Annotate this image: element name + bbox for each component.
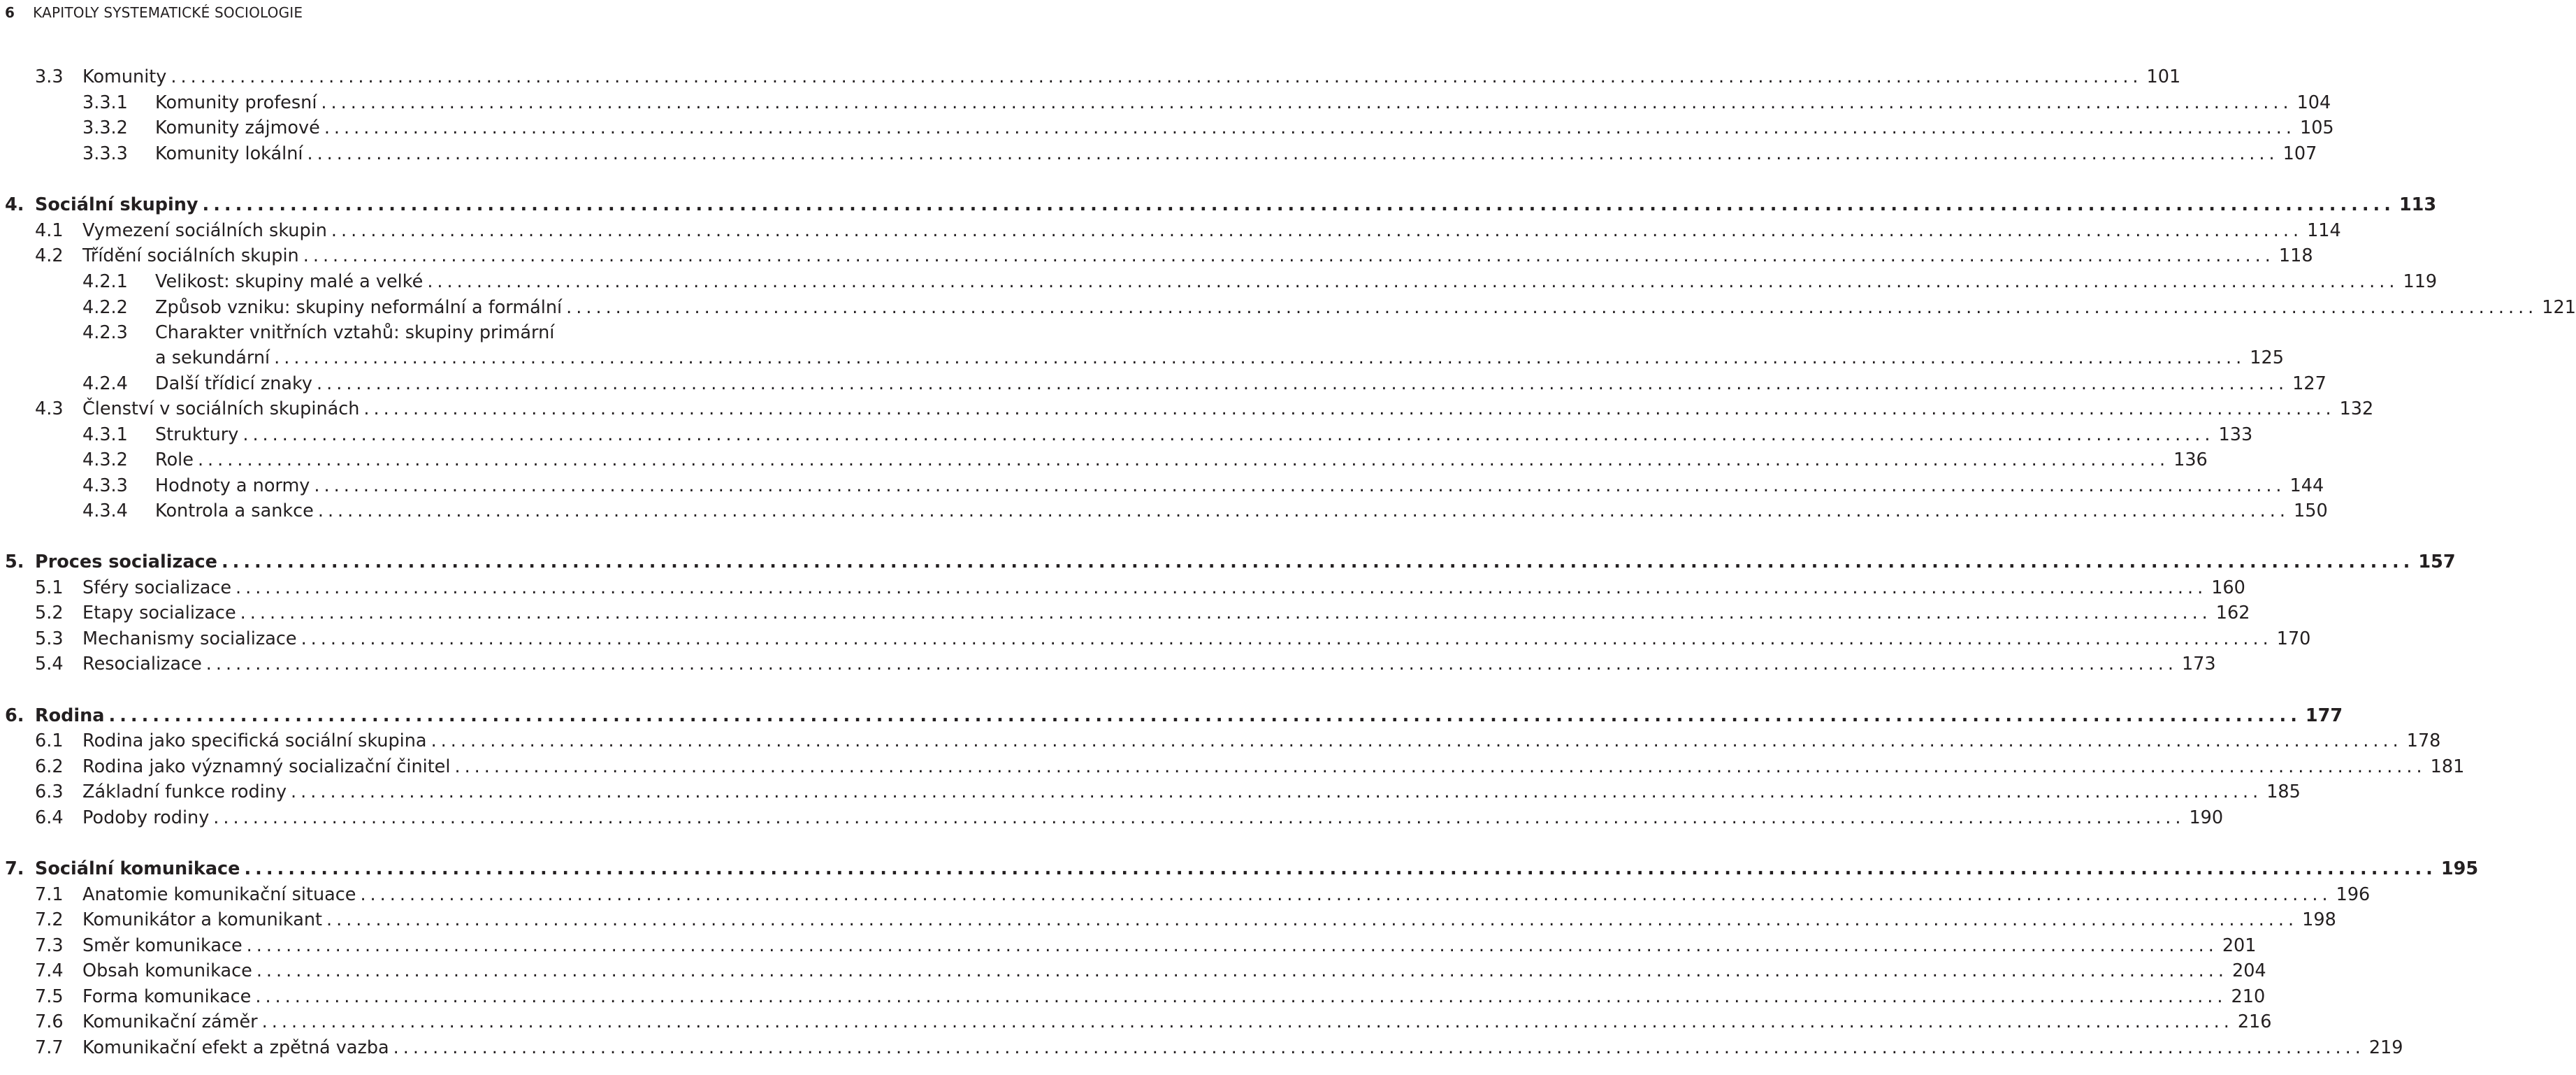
toc-entry	[0, 626, 2311, 652]
toc-entry-number: 5.3	[35, 628, 64, 649]
toc-entry	[0, 1035, 2403, 1061]
dot-leader: ........................................................................................................................................................................................................	[274, 347, 2246, 368]
toc-entry-number: 6.2	[35, 756, 64, 777]
toc-entry-page: 178	[2406, 730, 2441, 751]
toc-entry-page: 107	[2282, 143, 2317, 164]
dot-leader: ........................................................................................................................................................................................................	[236, 577, 2208, 598]
toc-entry	[0, 218, 2341, 244]
dot-leader: ........................................................................................................................................................................................................	[314, 475, 2286, 496]
toc-entry-title: Komunikační záměr	[82, 1011, 258, 1032]
toc-entry-title: Členství v sociálních skupinách	[82, 398, 360, 419]
toc-entry-number: 7.1	[35, 884, 64, 905]
toc-entry-title: a sekundární	[155, 347, 270, 368]
toc-entry	[0, 728, 2441, 754]
dot-leader: ........................................................................................................................................................................................................	[317, 500, 2289, 521]
toc-entry	[0, 805, 2224, 831]
toc-entry-page: 157	[2418, 551, 2456, 572]
toc-entry-title: Struktury	[155, 424, 239, 445]
dot-leader: ........................................................................................................................................................................................................	[197, 449, 2170, 470]
toc-entry-number: 6.	[5, 705, 24, 726]
dot-leader: ........................................................................................................................................................................................................	[427, 271, 2399, 292]
toc-entry	[0, 320, 671, 346]
toc-entry-title: Mechanismy socializace	[82, 628, 297, 649]
toc-entry-number: 3.3.3	[82, 143, 128, 164]
toc-entry	[0, 396, 2374, 422]
toc-entry-number: 5.4	[35, 654, 64, 674]
dot-leader: ........................................................................................................................................................................................................	[221, 551, 2415, 572]
toc-entry-title: Rodina	[35, 705, 105, 726]
toc-entry-title: Způsob vzniku: skupiny neformální a formální	[155, 297, 563, 318]
toc-entry-number: 7.4	[35, 960, 64, 981]
toc-entry	[0, 1009, 2272, 1035]
toc-entry	[0, 882, 2371, 908]
toc-entry-number: 7.2	[35, 909, 64, 930]
toc-entry-number: 4.3.4	[82, 500, 128, 521]
running-header	[5, 3, 303, 22]
dot-leader: ........................................................................................................................................................................................................	[108, 705, 2301, 726]
toc-entry-page: 190	[2189, 807, 2224, 828]
toc-entry-number: 7.3	[35, 935, 64, 956]
toc-entry	[0, 754, 2465, 780]
dot-leader: ........................................................................................................................................................................................................	[205, 654, 2178, 674]
toc-entry-number: 6.3	[35, 781, 64, 802]
toc-entry-page: 127	[2292, 373, 2327, 394]
toc-entry-page: 173	[2181, 654, 2216, 674]
toc-entry	[0, 473, 2324, 499]
toc-entry	[0, 64, 2181, 90]
toc-entry-number: 4.2.4	[82, 373, 128, 394]
toc-entry	[0, 295, 2576, 321]
toc-entry-page: 177	[2305, 705, 2343, 726]
toc-entry-title: Sociální komunikace	[35, 858, 240, 879]
toc-entry-page: 114	[2307, 220, 2341, 241]
toc-entry-title: Hodnoty a normy	[155, 475, 310, 496]
toc-entry	[0, 192, 2437, 218]
toc-entry-page: 210	[2231, 986, 2266, 1007]
page-number: 6	[5, 4, 15, 21]
toc-entry-number: 3.3.1	[82, 92, 128, 113]
dot-leader: ........................................................................................................................................................................................................	[244, 858, 2437, 879]
toc-entry-title: Obsah komunikace	[82, 960, 252, 981]
dot-leader: ........................................................................................................................................................................................................	[317, 373, 2289, 394]
toc-entry-number: 4.1	[35, 220, 64, 241]
dot-leader: ........................................................................................................................................................................................................	[261, 1011, 2234, 1032]
toc-entry-page: 136	[2173, 449, 2208, 470]
toc-entry-page: 162	[2215, 603, 2250, 623]
toc-entry-number: 4.2.1	[82, 271, 128, 292]
dot-leader: ........................................................................................................................................................................................................	[303, 245, 2275, 266]
toc-entry	[0, 243, 2313, 269]
toc-entry-number: 4.	[5, 194, 24, 215]
toc-entry	[0, 958, 2266, 984]
toc-entry-title: Charakter vnitřních vztahů: skupiny primární	[155, 322, 555, 343]
toc-entry-title: Vymezení sociálních skupin	[82, 220, 327, 241]
toc-entry-page: 196	[2336, 884, 2371, 905]
dot-leader: ........................................................................................................................................................................................................	[307, 143, 2279, 164]
dot-leader: ........................................................................................................................................................................................................	[324, 117, 2296, 138]
toc-entry-page: 170	[2276, 628, 2311, 649]
toc-entry	[0, 498, 2328, 524]
toc-entry-title: Komunity zájmové	[155, 117, 320, 138]
toc-entry	[0, 115, 2334, 141]
toc-entry-number: 4.2.2	[82, 297, 128, 318]
toc-entry-title: Směr komunikace	[82, 935, 243, 956]
toc-entry-title: Proces socializace	[35, 551, 217, 572]
toc-entry-number: 5.1	[35, 577, 64, 598]
dot-leader: ........................................................................................................................................................................................................	[331, 220, 2303, 241]
toc-entry-title: Sféry socializace	[82, 577, 232, 598]
toc-entry-page: 181	[2430, 756, 2465, 777]
toc-entry	[0, 984, 2266, 1010]
toc-entry-page: 104	[2296, 92, 2331, 113]
toc-entry-title: Komunity lokální	[155, 143, 303, 164]
toc-entry	[0, 651, 2216, 677]
dot-leader: ........................................................................................................................................................................................................	[430, 730, 2403, 751]
toc-entry-page: 101	[2146, 66, 2181, 87]
toc-entry-number: 5.	[5, 551, 24, 572]
dot-leader: ........................................................................................................................................................................................................	[454, 756, 2426, 777]
toc-entry-page: 150	[2294, 500, 2328, 521]
toc-entry-page: 121	[2542, 297, 2576, 318]
toc-entry-title: Komunity	[82, 66, 167, 87]
toc-entry	[0, 933, 2257, 959]
toc-entry-title: Anatomie komunikační situace	[82, 884, 356, 905]
toc-entry-page: 132	[2339, 398, 2374, 419]
toc-entry-number: 4.2.3	[82, 322, 128, 343]
toc-entry	[0, 703, 2343, 729]
dot-leader: ........................................................................................................................................................................................................	[566, 297, 2538, 318]
toc-entry-title: Role	[155, 449, 194, 470]
toc-entry-number: 4.3.3	[82, 475, 128, 496]
dot-leader: ........................................................................................................................................................................................................	[301, 628, 2273, 649]
toc-entry-number: 7.5	[35, 986, 64, 1007]
toc-entry-number: 3.3	[35, 66, 64, 87]
toc-entry-page: 118	[2278, 245, 2313, 266]
toc-entry-title: Komunikační efekt a zpětná vazba	[82, 1037, 389, 1058]
toc-entry-page: 144	[2289, 475, 2324, 496]
toc-entry-page: 219	[2368, 1037, 2403, 1058]
toc-entry-number: 7.7	[35, 1037, 64, 1058]
toc-entry-page: 113	[2398, 194, 2437, 215]
toc-entry-number: 6.4	[35, 807, 64, 828]
toc-entry	[0, 269, 2438, 295]
dot-leader: ........................................................................................................................................................................................................	[213, 807, 2185, 828]
toc-entry	[0, 422, 2253, 448]
toc-entry-number: 4.3	[35, 398, 64, 419]
dot-leader: ........................................................................................................................................................................................................	[240, 603, 2212, 623]
toc-entry-title: Rodina jako specifická sociální skupina	[82, 730, 427, 751]
toc-entry-page: 198	[2302, 909, 2336, 930]
toc-entry-title: Komunity profesní	[155, 92, 317, 113]
dot-leader: ........................................................................................................................................................................................................	[321, 92, 2293, 113]
toc-entry-title: Další třídicí znaky	[155, 373, 312, 394]
toc-entry	[0, 907, 2336, 933]
toc-entry-title: Podoby rodiny	[82, 807, 210, 828]
toc-entry-number: 7.6	[35, 1011, 64, 1032]
toc-entry-page: 119	[2403, 271, 2438, 292]
dot-leader: ........................................................................................................................................................................................................	[256, 960, 2228, 981]
toc-entry	[0, 856, 2479, 882]
toc-entry-page: 185	[2266, 781, 2301, 802]
toc-entry-page: 105	[2299, 117, 2334, 138]
toc-entry-number: 4.2	[35, 245, 64, 266]
toc-entry	[0, 779, 2301, 805]
toc-entry	[0, 600, 2250, 626]
dot-leader: ........................................................................................................................................................................................................	[171, 66, 2143, 87]
toc-entry-title: Forma komunikace	[82, 986, 252, 1007]
running-title: KAPITOLY SYSTEMATICKÉ SOCIOLOGIE	[33, 4, 303, 21]
toc-entry	[0, 141, 2317, 167]
toc-entry-title: Základní funkce rodiny	[82, 781, 287, 802]
dot-leader: ........................................................................................................................................................................................................	[363, 398, 2336, 419]
dot-leader: ........................................................................................................................................................................................................	[393, 1037, 2365, 1058]
dot-leader: ........................................................................................................................................................................................................	[246, 935, 2218, 956]
toc-entry	[0, 345, 2284, 371]
dot-leader: ........................................................................................................................................................................................................	[255, 986, 2227, 1007]
toc-entry-page: 216	[2237, 1011, 2272, 1032]
toc-entry-title: Třídění sociálních skupin	[82, 245, 299, 266]
toc-entry-page: 201	[2222, 935, 2257, 956]
dot-leader: ........................................................................................................................................................................................................	[291, 781, 2263, 802]
toc-entry	[0, 549, 2456, 575]
dot-leader: ........................................................................................................................................................................................................	[202, 194, 2395, 215]
toc-entry	[0, 90, 2331, 116]
toc-entry-title: Komunikátor a komunikant	[82, 909, 322, 930]
toc-entry-page: 160	[2211, 577, 2245, 598]
toc-entry-number: 7.	[5, 858, 24, 879]
toc-entry-title: Resocializace	[82, 654, 202, 674]
toc-entry	[0, 371, 2327, 397]
toc-entry-number: 4.3.2	[82, 449, 128, 470]
toc-entry	[0, 447, 2208, 473]
dot-leader: ........................................................................................................................................................................................................	[326, 909, 2299, 930]
toc-entry-number: 4.3.1	[82, 424, 128, 445]
toc-entry	[0, 575, 2245, 601]
toc-entry-title: Rodina jako významný socializační činitel	[82, 756, 451, 777]
toc-entry-title: Velikost: skupiny malé a velké	[155, 271, 424, 292]
dot-leader: ........................................................................................................................................................................................................	[243, 424, 2215, 445]
toc-entry-number: 3.3.2	[82, 117, 128, 138]
toc-entry-page: 133	[2218, 424, 2253, 445]
toc-entry-title: Kontrola a sankce	[155, 500, 314, 521]
toc-entry-page: 125	[2250, 347, 2284, 368]
toc-entry-title: Etapy socializace	[82, 603, 236, 623]
toc-entry-page: 204	[2231, 960, 2266, 981]
toc-entry-number: 6.1	[35, 730, 64, 751]
toc-entry-title: Sociální skupiny	[35, 194, 198, 215]
dot-leader: ........................................................................................................................................................................................................	[360, 884, 2332, 905]
toc-entry-number: 5.2	[35, 603, 64, 623]
toc-entry-page: 195	[2440, 858, 2479, 879]
